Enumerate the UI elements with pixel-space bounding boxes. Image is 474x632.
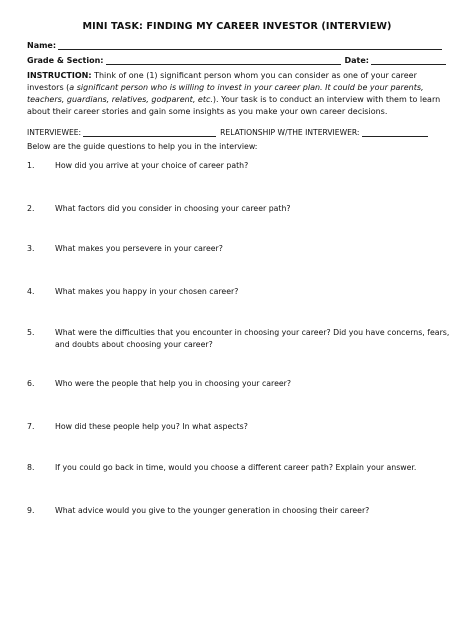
question-number: 6. (27, 379, 35, 388)
name-label: Name: (27, 41, 57, 50)
instruction-text-1: Think of one (1) significant person whom you can consider as one of your career investors ( (27, 71, 417, 92)
question-item (27, 203, 457, 215)
question-number: 5. (27, 328, 35, 337)
question-number: 2. (27, 204, 35, 213)
page-title: MINI TASK: FINDING MY CAREER INVESTOR (INTERVIEW) (82, 21, 392, 32)
question-item (27, 505, 457, 517)
question-text: What advice would you give to the younger generation in choosing their career? (55, 506, 370, 515)
instruction-italic: a significant person who is willing to invest in your career plan. It could be your parents, teachers, guardians, relatives, godparent, etc. (27, 83, 424, 104)
question-text: What makes you happy in your chosen career? (55, 287, 239, 296)
date-label: Date: (344, 56, 369, 65)
relationship-label: RELATIONSHIP W/THE INTERVIEWER: (220, 128, 360, 137)
interviewee-label: INTERVIEWEE: (27, 128, 82, 137)
question-item (27, 160, 457, 172)
question-item (27, 378, 457, 390)
question-number: 4. (27, 287, 35, 296)
interviewee-field[interactable] (83, 127, 216, 137)
question-text: If you could go back in time, would you choose a different career path? Explain your answer. (55, 463, 417, 472)
guide-intro: Below are the guide questions to help you in the interview: (27, 142, 258, 151)
name-row (27, 38, 442, 50)
instruction-text-2: ). Your task is to conduct an interview with them to learn about their career stories and gain some insights as you make your own career decisions. (27, 95, 441, 116)
question-text: What makes you persevere in your career? (55, 244, 223, 253)
name-field[interactable] (58, 40, 442, 50)
question-number: 7. (27, 422, 35, 431)
question-number: 1. (27, 161, 35, 170)
question-item (27, 286, 457, 298)
question-item (27, 327, 457, 351)
question-item (27, 421, 457, 433)
question-text: How did these people help you? In what aspects? (55, 422, 248, 431)
question-text: How did you arrive at your choice of career path? (55, 161, 249, 170)
instruction-label: INSTRUCTION: (27, 71, 92, 80)
question-number: 9. (27, 506, 35, 515)
date-field[interactable] (371, 55, 446, 65)
grade-date-row (27, 53, 446, 65)
question-item (27, 462, 457, 474)
question-number: 3. (27, 244, 35, 253)
relationship-field[interactable] (362, 127, 428, 137)
question-text: Who were the people that help you in choosing your career? (55, 379, 292, 388)
instruction-block (27, 70, 447, 118)
question-text: What were the difficulties that you encounter in choosing your career? Did you have concerns, fears, and doubts about choosing your career? (55, 328, 450, 349)
question-number: 8. (27, 463, 35, 472)
grade-section-label: Grade & Section: (27, 56, 104, 65)
grade-section-field[interactable] (106, 55, 341, 65)
question-item (27, 243, 457, 255)
interviewee-row (27, 125, 428, 137)
question-text: What factors did you consider in choosing your career path? (55, 204, 291, 213)
